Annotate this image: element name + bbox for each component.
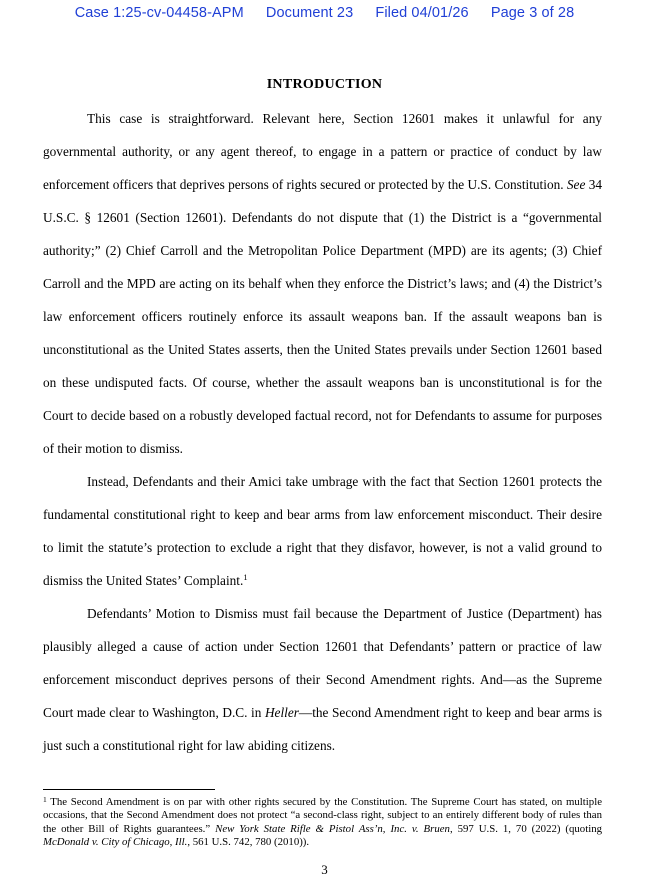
filed-date: Filed 04/01/26	[375, 5, 469, 21]
paragraph-2: Instead, Defendants and their Amici take umbrage with the fact that Section 12601 protects the fundamental constitutional right to keep and bear arms from law enforcement misconduct. Their desire to limit the statute’s protection to exclude a right that they disfavor, however, is not a valid ground to dismiss the United States’ Complaint.$^1$	[43, 474, 602, 588]
bruen-citation: New York State Rifle & Pistol Ass’n, Inc. v. Bruen	[215, 822, 450, 835]
footnote-reference[interactable]: 1	[243, 572, 248, 582]
heller-citation: Heller	[264, 705, 299, 720]
footnote-1: $^1$ The Second Amendment is on par with other rights secured by the Constitution. The Supreme Court has stated, on multiple occasions, that the Second Amendment does not protect “a second-class right, subject to an entirely different body of rules than the other Bill of Rights guarantees.” New York State Rifle & Pistol Ass’n, Inc. v. Bruen, 597 U.S. 1, 70 (2022) (quoting McDonald v. City of Chicago, Ill., 561 U.S. 742, 780 (2010)).	[43, 795, 603, 848]
footnote-divider	[43, 789, 215, 790]
footnote-number: 1	[43, 795, 47, 804]
case-number: Case 1:25-cv-04458-APM	[74, 5, 244, 21]
paragraph-1: This case is straightforward. Relevant here, Section 12601 makes it unlawful for any governmental authority, or any agent thereof, to engage in a pattern or practice of conduct by law enforcement officers that deprives persons of rights secured or protected by the U.S. Constitution. See 34 U.S.C. § 12601 (Section 12601). Defendants do not dispute that (1) the District is a “governmental authority;” (2) Chief Carroll and the Metropolitan Police Department (MPD) are its agents; (3) Chief Carroll and the MPD are acting on its behalf when they enforce the District’s laws; and (4) the District’s law enforcement officers routinely enforce its assault weapons ban. If the assault weapons ban is unconstitutional as the United States asserts, then the United States prevails under Section 12601 based on these undisputed facts. Of course, whether the assault weapons ban is unconstitutional is for the Court to decide based on a robustly developed factual record, not for Defendants to assume for purposes of their motion to dismiss.	[43, 111, 602, 456]
page-number: 3	[321, 862, 328, 877]
page-count: Page 3 of 28	[490, 5, 575, 21]
section-heading: INTRODUCTION	[266, 77, 383, 92]
paragraph-3: Defendants’ Motion to Dismiss must fail because the Department of Justice (Department) has plausibly alleged a cause of action under Section 12601 that Defendants’ pattern or practice of law enforcement misconduct deprives persons of their Second Amendment rights. And—as the Supreme Court made clear to Washington, D.C. in Heller—the Second Amendment right to keep and bear arms is just such a constitutional right for law abiding citizens.	[43, 606, 603, 753]
see-signal: See	[566, 177, 586, 192]
body-text	[43, 102, 602, 762]
ecf-filing-header	[0, 5, 649, 21]
mcdonald-citation: McDonald v. City of Chicago, Ill.	[43, 835, 188, 848]
document-number: Document 23	[265, 5, 354, 21]
